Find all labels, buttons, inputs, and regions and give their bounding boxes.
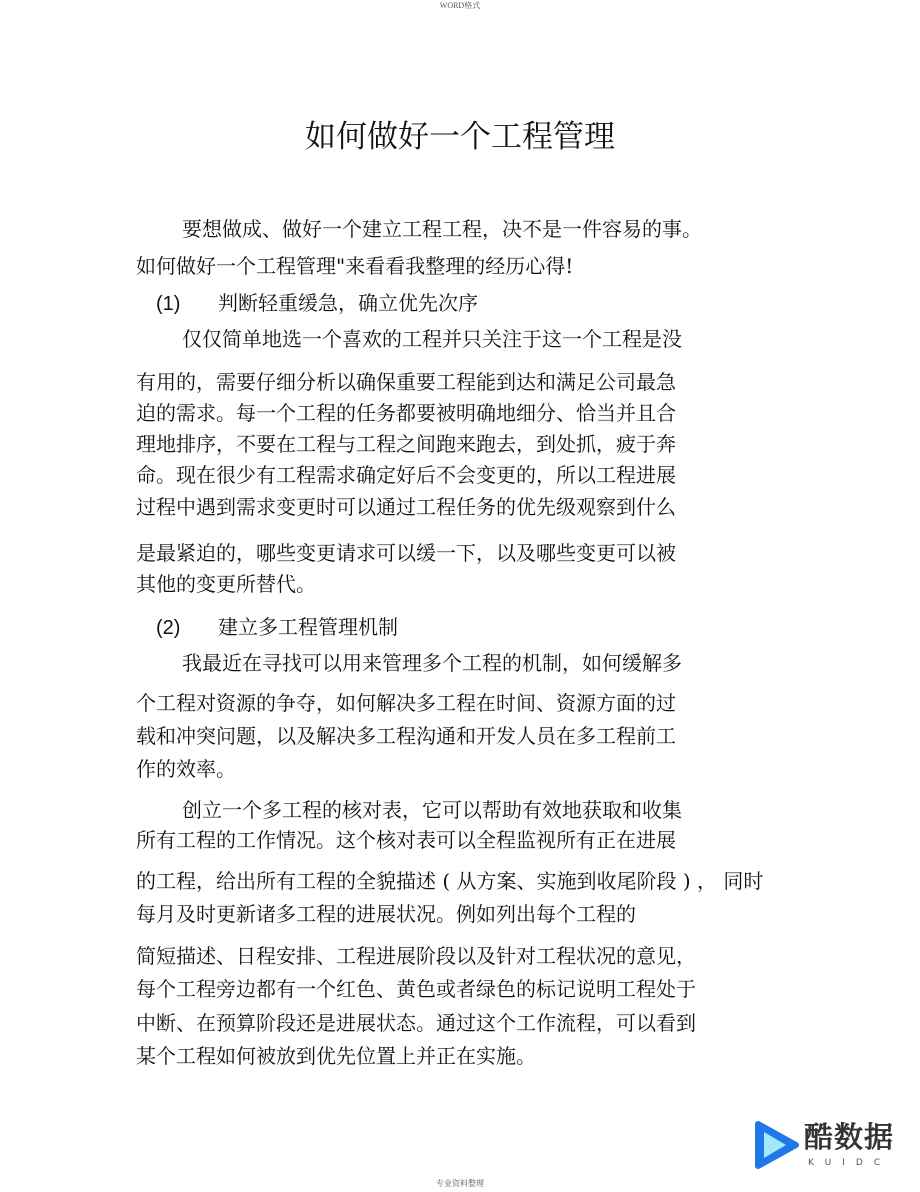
paragraph-line: 某个工程如何被放到优先位置上并正在实施。 <box>136 1044 536 1068</box>
section-number: (2) <box>156 617 181 639</box>
paragraph-line: 我最近在寻找可以用来管理多个工程的机制，如何缓解多 <box>182 651 682 675</box>
page-footer-label: 专业资料整理 <box>436 1179 484 1188</box>
intro-line: 要想做成、做好一个建立工程工程，决不是一件容易的事。 <box>182 217 702 241</box>
paragraph-line: 有用的，需要仔细分析以确保重要工程能到达和满足公司最急 <box>136 370 676 394</box>
paragraph-line: 是最紧迫的，哪些变更请求可以缓一下，以及哪些变更可以被 <box>136 541 676 565</box>
section-heading-2 <box>156 612 398 643</box>
paragraph-line: 过程中遇到需求变更时可以通过工程任务的优先级观察到什么 <box>136 495 676 519</box>
paragraph-line: 迫的需求。每一个工程的任务都要被明确地细分、恰当并且合 <box>136 401 676 425</box>
section-heading-text: 建立多工程管理机制 <box>218 615 398 639</box>
paragraph-line: 中断、在预算阶段还是进展状态。通过这个工作流程，可以看到 <box>136 1011 696 1035</box>
page-header-label: WORD格式 <box>439 1 481 10</box>
paragraph-line: 命。现在很少有工程需求确定好后不会变更的，所以工程进展 <box>136 463 676 487</box>
document-title: 如何做好一个工程管理 <box>305 119 615 155</box>
paragraph-line: 载和冲突问题，以及解决多工程沟通和开发人员在多工程前工 <box>136 724 676 748</box>
paragraph-line: 的工程，给出所有工程的全貌描述 ( 从方案、实施到收尾阶段 ) ， 同时 <box>136 869 764 893</box>
section-number: (1) <box>156 293 181 315</box>
intro-line: 如何做好一个工程管理"来看看我整理的经历心得! <box>136 254 574 278</box>
paragraph-line: 所有工程的工作情况。这个核对表可以全程监视所有正在进展 <box>136 828 676 852</box>
paragraph-line: 作的效率。 <box>136 757 236 781</box>
paragraph-line: 其他的变更所替代。 <box>136 572 316 596</box>
section-heading-1 <box>156 288 478 319</box>
paragraph-line: 简短描述、日程安排、工程进展阶段以及针对工程状况的意见， <box>136 944 696 968</box>
paragraph-line: 每个工程旁边都有一个红色、黄色或者绿色的标记说明工程处于 <box>136 977 696 1001</box>
paragraph-line: 理地排序，不要在工程与工程之间跑来跑去，到处抓，疲于奔 <box>136 432 676 456</box>
paragraph-line: 每月及时更新诸多工程的进展状况。例如列出每个工程的 <box>136 902 636 926</box>
play-triangle-icon <box>750 1120 800 1170</box>
watermark-name: 酷数据 <box>804 1120 895 1154</box>
watermark-logo <box>750 1118 910 1174</box>
section-heading-text: 判断轻重缓急，确立优先次序 <box>218 291 478 315</box>
watermark-subtext: KUIDC <box>808 1158 892 1168</box>
paragraph-line: 创立一个多工程的核对表，它可以帮助有效地获取和收集 <box>182 798 682 822</box>
paragraph-line: 仅仅简单地选一个喜欢的工程并只关注于这一个工程是没 <box>182 327 682 351</box>
paragraph-line: 个工程对资源的争夺，如何解决多工程在时间、资源方面的过 <box>136 691 676 715</box>
